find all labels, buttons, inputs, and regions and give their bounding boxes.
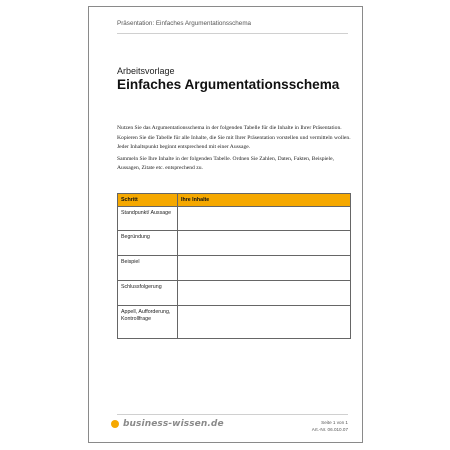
table-row <box>118 281 351 306</box>
intro-paragraph-1: Nutzen Sie das Argumentationsschema in der folgenden Tabelle für die Inhalte in Ihrer Präsentation. Kopieren Sie die Tabelle für alle Inhalte, die Sie mit Ihrer Präsentation vorstellen und vermitteln wollen. Jeder Inhaltspunkt beginnt entsprechend mit einer Aussage. <box>117 125 351 151</box>
table-row <box>118 306 351 339</box>
logo-dot-icon <box>111 420 119 428</box>
column-header-step: Schritt <box>118 194 178 207</box>
step-cell: Appell, Aufforderung, Kontrollfrage <box>118 306 178 339</box>
content-cell[interactable] <box>178 231 351 256</box>
table-row <box>118 207 351 231</box>
step-cell: Begründung <box>118 231 178 256</box>
column-header-content: Ihre Inhalte <box>178 194 351 207</box>
footer-meta <box>312 419 348 433</box>
document-title: Einfaches Argumentationsschema <box>117 77 340 92</box>
argumentation-table <box>117 193 351 339</box>
page-number: Seite 1 von 1 <box>321 420 348 425</box>
brand-logo[interactable] <box>111 419 224 429</box>
content-cell[interactable] <box>178 207 351 231</box>
table-row <box>118 256 351 281</box>
step-cell: Schlussfolgerung <box>118 281 178 306</box>
content-cell[interactable] <box>178 281 351 306</box>
document-page <box>88 6 363 443</box>
logo-text: business-wissen.de <box>123 419 224 429</box>
content-cell[interactable] <box>178 306 351 339</box>
page-header: Präsentation: Einfaches Argumentationsschema <box>117 20 252 27</box>
content-cell[interactable] <box>178 256 351 281</box>
footer-divider <box>117 414 348 415</box>
table-header-row <box>118 194 351 207</box>
step-cell: Standpunkt/ Aussage <box>118 207 178 231</box>
intro-paragraph-2: Sammeln Sie Ihre Inhalte in der folgenden Tabelle. Ordnen Sie Zahlen, Daten, Fakten, Beispiele, Aussagen, Zitate etc. entsprechend zu. <box>117 155 334 172</box>
table-row <box>118 231 351 256</box>
document-subtitle: Arbeitsvorlage <box>117 66 175 76</box>
header-divider <box>117 33 348 34</box>
intro-text <box>117 124 352 176</box>
step-cell: Beispiel <box>118 256 178 281</box>
article-number: Art.-Nr. 06.010.07 <box>311 427 348 432</box>
